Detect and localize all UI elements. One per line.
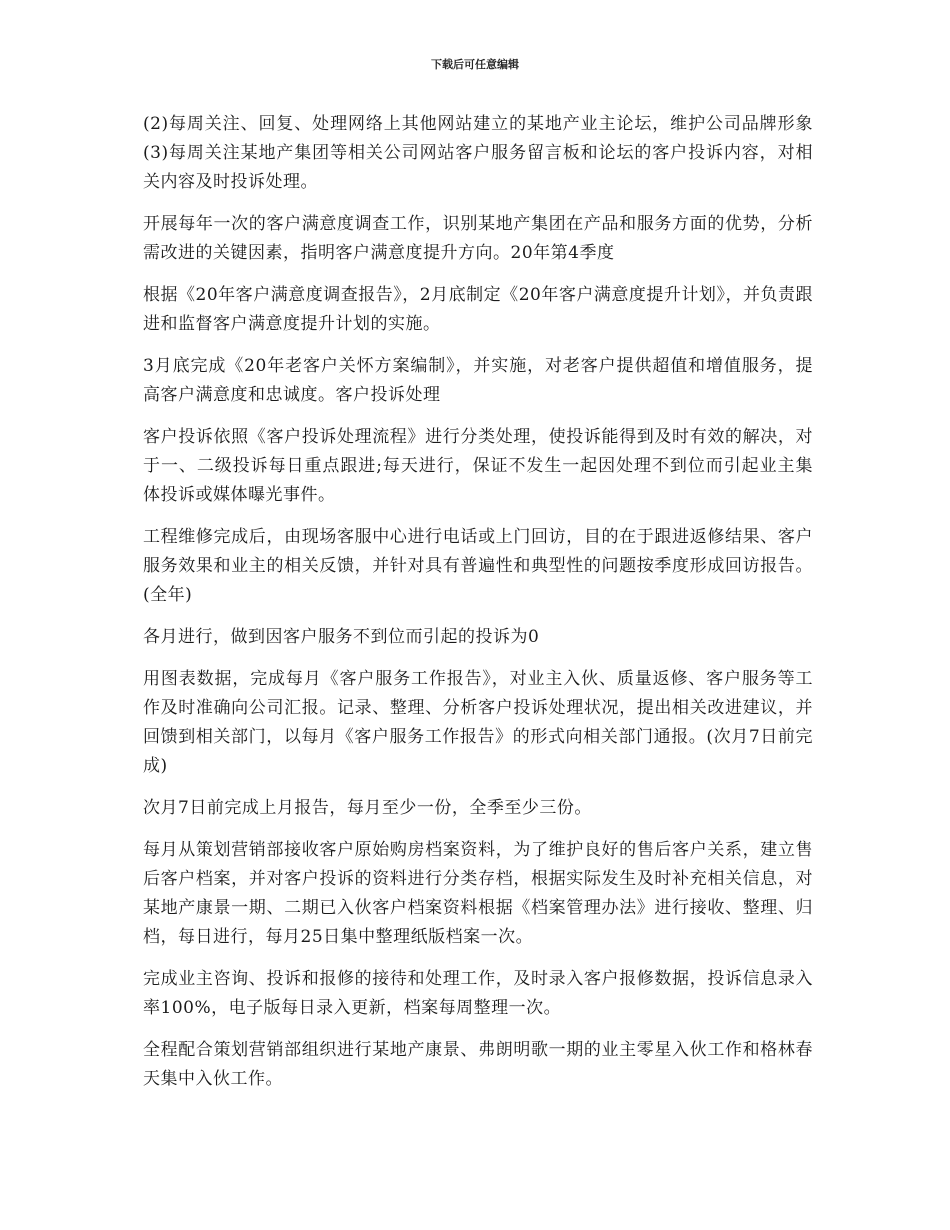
paragraph-10: 每月从策划营销部接收客户原始购房档案资料，为了维护良好的售后客户关系，建立售后客户档案，并对客户投诉的资料进行分类存档，根据实际发生及时补充相关信息，对某地产康景一期、二期已入伙客户档案资料根据《档案管理办法》进行接收、整理、归档，每日进行，每月25日集中整理纸版档案一次。 [143, 840, 813, 947]
paragraph-1: (2)每周关注、回复、处理网络上其他网站建立的某地产业主论坛，维护公司品牌形象(3)每周关注某地产集团等相关公司网站客户服务留言板和论坛的客户投诉内容，对相关内容及时投诉处理。 [143, 114, 813, 192]
paragraph-11: 完成业主咨询、投诉和报修的接待和处理工作，及时录入客户报修数据，投诉信息录入率100%，电子版每日录入更新，档案每周整理一次。 [143, 969, 813, 1018]
paragraph-4: 3月底完成《20年老客户关怀方案编制》，并实施，对老客户提供超值和增值服务，提高客户满意度和忠诚度。客户投诉处理 [143, 356, 813, 405]
paragraph-5: 客户投诉依照《客户投诉处理流程》进行分类处理，使投诉能得到及时有效的解决，对于一、二级投诉每日重点跟进;每天进行，保证不发生一起因处理不到位而引起业主集体投诉或媒体曝光事件。 [143, 427, 813, 505]
paragraph-12: 全程配合策划营销部组织进行某地产康景、弗朗明歌一期的业主零星入伙工作和格林春天集中入伙工作。 [143, 1040, 813, 1089]
paragraph-7: 各月进行，做到因客户服务不到位而引起的投诉为0 [143, 627, 540, 647]
page-header: 下载后可任意编辑 [431, 58, 519, 71]
paragraph-9: 次月7日前完成上月报告，每月至少一份，全季至少三份。 [143, 798, 592, 818]
document-body [143, 110, 813, 1107]
paragraph-8: 用图表数据，完成每月《客户服务工作报告》，对业主入伙、质量返修、客户服务等工作及时准确向公司汇报。记录、整理、分析客户投诉处理状况，提出相关改进建议，并回馈到相关部门，以每月《客户服务工作报告》的形式向相关部门通报。(次月7日前完成) [143, 669, 813, 776]
paragraph-2: 开展每年一次的客户满意度调查工作，识别某地产集团在产品和服务方面的优势，分析需改进的关键因素，指明客户满意度提升方向。20年第4季度 [143, 214, 813, 263]
paragraph-6: 工程维修完成后，由现场客服中心进行电话或上门回访，目的在于跟进返修结果、客户服务效果和业主的相关反馈，并针对具有普遍性和典型性的问题按季度形成回访报告。(全年) [143, 527, 813, 605]
paragraph-3: 根据《20年客户满意度调查报告》，2月底制定《20年客户满意度提升计划》，并负责跟进和监督客户满意度提升计划的实施。 [143, 285, 813, 334]
